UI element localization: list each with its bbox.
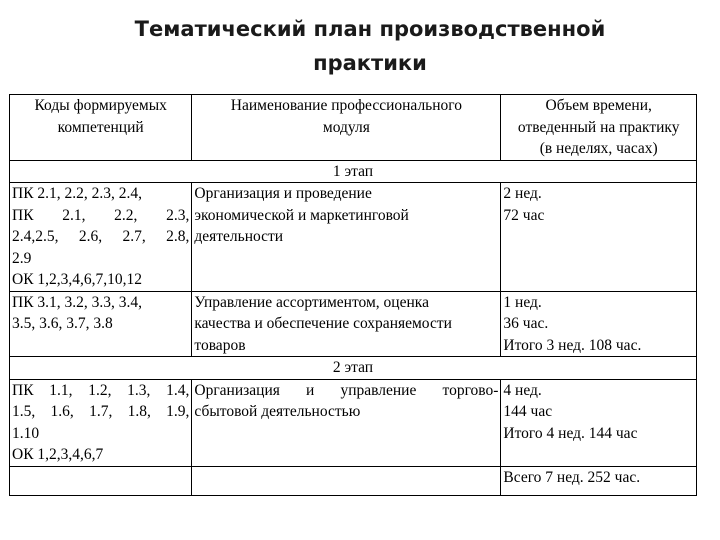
- module-cell: [192, 291, 501, 357]
- time-line: Итого 4 нед. 144 час: [503, 424, 638, 442]
- codes-cell: [10, 183, 192, 292]
- codes-cell: [10, 379, 192, 466]
- codes-line: ПК 2.1, 2.2, 2.3,: [12, 206, 190, 224]
- header-codes: [10, 95, 192, 161]
- time-line: 1 нед.: [503, 293, 542, 311]
- module-line: качества и обеспечение сохраняемости: [194, 315, 452, 332]
- module-line: сбытовой деятельностью: [194, 403, 361, 420]
- table-header-row: [10, 95, 697, 161]
- module-cell: [192, 379, 501, 466]
- page-title: [60, 12, 680, 80]
- codes-line: 2.9: [12, 249, 32, 267]
- time-cell: [501, 291, 697, 357]
- codes-line: ПК 3.1, 3.2, 3.3, 3.4,: [12, 293, 143, 311]
- codes-line: 1.10: [12, 424, 40, 442]
- header-time: [501, 95, 697, 161]
- codes-line: ПК 1.1, 1.2, 1.3, 1.4,: [12, 381, 190, 399]
- stage-label: 1 этап: [10, 160, 697, 183]
- codes-line: 3.5, 3.6, 3.7, 3.8: [12, 315, 113, 332]
- header-codes-line: Коды формируемых: [34, 97, 167, 114]
- module-line: деятельности: [194, 228, 284, 245]
- time-line: 72 час: [503, 206, 545, 224]
- header-codes-line: компетенций: [57, 118, 144, 136]
- codes-line: 1.5, 1.6, 1.7, 1.8, 1.9,: [12, 403, 190, 420]
- module-cell: [192, 183, 501, 292]
- stage-label: 2 этап: [10, 357, 697, 380]
- stage-row: [10, 160, 697, 183]
- time-cell: [501, 379, 697, 466]
- title-line-1: Тематический план производственной: [134, 17, 606, 41]
- codes-line: ОК 1,2,3,4,6,7,10,12: [12, 271, 143, 288]
- table-row: [10, 379, 697, 466]
- time-line: 4 нед.: [503, 381, 542, 399]
- codes-cell: [10, 291, 192, 357]
- module-line: Управление ассортиментом, оценка: [194, 293, 429, 311]
- time-line: 144 час: [503, 403, 553, 420]
- total-row: [10, 466, 697, 495]
- empty-cell: [10, 466, 192, 495]
- time-line: 36 час.: [503, 315, 549, 332]
- time-cell: [501, 183, 697, 292]
- header-module-line: Наименование профессионального: [230, 97, 463, 114]
- codes-line: 2.4,2.5, 2.6, 2.7, 2.8,: [12, 228, 190, 245]
- header-time-line: Объем времени,: [545, 97, 652, 114]
- empty-cell: [192, 466, 501, 495]
- header-time-line: отведенный на практику: [517, 118, 680, 136]
- title-line-2: практики: [313, 51, 427, 75]
- header-time-line: (в неделях, часах): [539, 140, 658, 157]
- table-row: [10, 183, 697, 292]
- total-cell: Всего 7 нед. 252 час.: [501, 466, 697, 495]
- module-line: Организация и управление торгово-: [194, 381, 499, 399]
- codes-line: ОК 1,2,3,4,6,7: [12, 446, 104, 463]
- module-line: экономической и маркетинговой: [194, 206, 409, 224]
- time-line: 2 нед.: [503, 185, 542, 202]
- module-line: Организация и проведение: [194, 185, 372, 202]
- practice-plan-table: [9, 94, 697, 496]
- time-line: Итого 3 нед. 108 час.: [503, 336, 642, 354]
- stage-row: [10, 357, 697, 380]
- header-module-line: модуля: [322, 118, 370, 136]
- module-line: товаров: [194, 336, 246, 354]
- header-module: [192, 95, 501, 161]
- table-row: [10, 291, 697, 357]
- codes-line: ПК 2.1, 2.2, 2.3, 2.4,: [12, 185, 143, 202]
